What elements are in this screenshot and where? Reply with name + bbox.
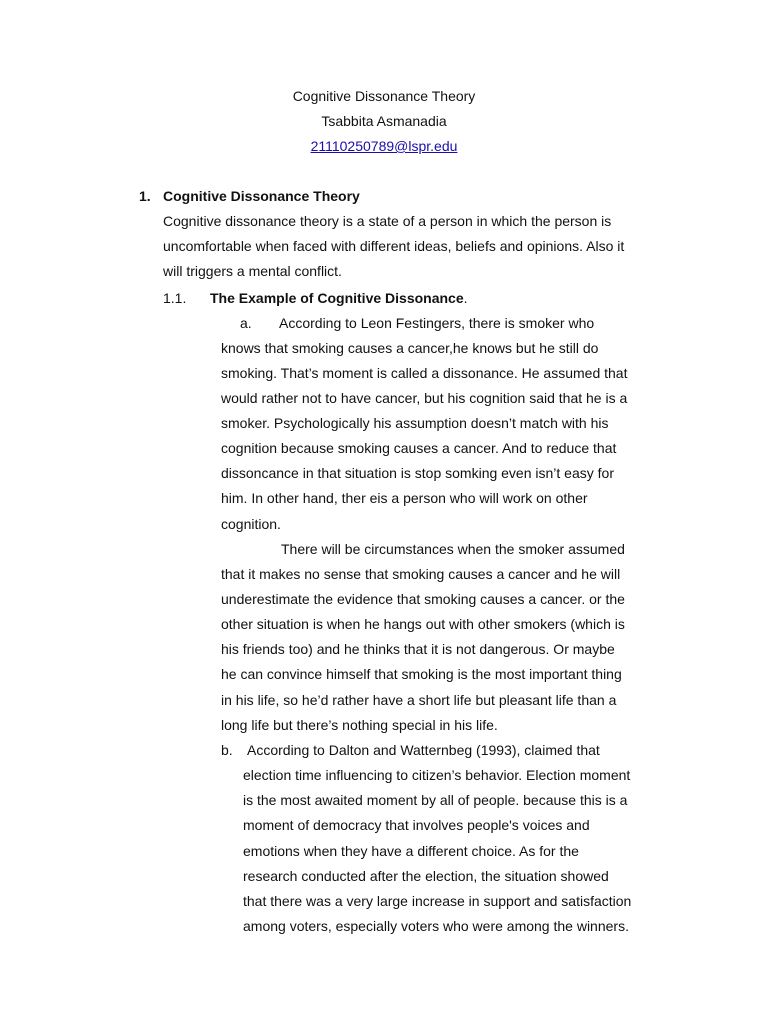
intro-line: will triggers a mental conflict.	[163, 263, 342, 279]
intro-line: uncomfortable when faced with different ideas, beliefs and opinions. Also it	[163, 238, 625, 254]
item-a-first-line: According to Leon Festingers, there is smoker who	[279, 315, 595, 331]
item-a-para2-line: he can convince himself that smoking is the most important thing	[221, 666, 622, 682]
item-a-line: cognition.	[221, 516, 281, 532]
item-a-para2-first-line: There will be circumstances when the smoker assumed	[281, 541, 625, 557]
document-title: Cognitive Dissonance Theory	[292, 88, 476, 104]
list-marker-b: b.	[221, 742, 233, 758]
item-a-para2-line: other situation is when he hangs out with other smokers (which is	[221, 616, 625, 632]
item-b-line: that there was a very large increase in support and satisfaction	[243, 893, 632, 909]
item-b-line: election time influencing to citizen’s behavior. Election moment	[243, 767, 631, 783]
list-marker-a: a.	[240, 315, 252, 331]
item-b-line: emotions when they have a different choice. As for the	[243, 843, 579, 859]
item-a-line: knows that smoking causes a cancer,he knows but he still do	[221, 340, 599, 356]
item-a-line: smoker. Psychologically his assumption doesn’t match with his	[221, 415, 609, 431]
section-number: 1.	[139, 188, 151, 204]
item-a-para2-line: that it makes no sense that smoking causes a cancer and he will	[221, 566, 621, 582]
subsection-heading-period: .	[463, 290, 468, 306]
item-a-line: would rather not to have cancer, but his cognition said that he is a	[221, 390, 628, 406]
subsection-number: 1.1.	[163, 290, 187, 306]
item-a-line: him. In other hand, ther eis a person who will work on other	[221, 490, 588, 506]
author-name: Tsabbita Asmanadia	[321, 113, 447, 129]
author-email-row	[0, 136, 768, 156]
item-a-line: dissoncance in that situation is stop somking even isn’t easy for	[221, 465, 614, 481]
author-email-link[interactable]: 21110250789@lspr.edu	[310, 138, 458, 154]
item-b-line: among voters, especially voters who were among the winners.	[243, 918, 629, 934]
item-b-line: research conducted after the election, the situation showed	[243, 868, 609, 884]
intro-line: Cognitive dissonance theory is a state of a person in which the person is	[163, 213, 612, 229]
item-a-para2-line: in his life, so he’d rather have a short life but pleasant life than a	[221, 692, 617, 708]
item-a-para2-line: underestimate the evidence that smoking causes a cancer. or the	[221, 591, 625, 607]
item-a-line: smoking. That’s moment is called a dissonance. He assumed that	[221, 365, 628, 381]
item-a-para2-line: long life but there’s nothing special in his life.	[221, 717, 498, 733]
subsection-heading: The Example of Cognitive Dissonance	[210, 290, 464, 306]
item-b-line: moment of democracy that involves people's voices and	[243, 817, 590, 833]
item-b-first-line: According to Dalton and Watternbeg (1993), claimed that	[247, 742, 600, 758]
item-a-para2-line: his friends too) and he thinks that it is not dangerous. Or maybe	[221, 641, 615, 657]
item-a-line: cognition because smoking causes a cancer. And to reduce that	[221, 440, 617, 456]
section-heading: Cognitive Dissonance Theory	[163, 188, 360, 204]
subsection-heading-row	[210, 288, 468, 308]
item-b-line: is the most awaited moment by all of people. because this is a	[243, 792, 628, 808]
